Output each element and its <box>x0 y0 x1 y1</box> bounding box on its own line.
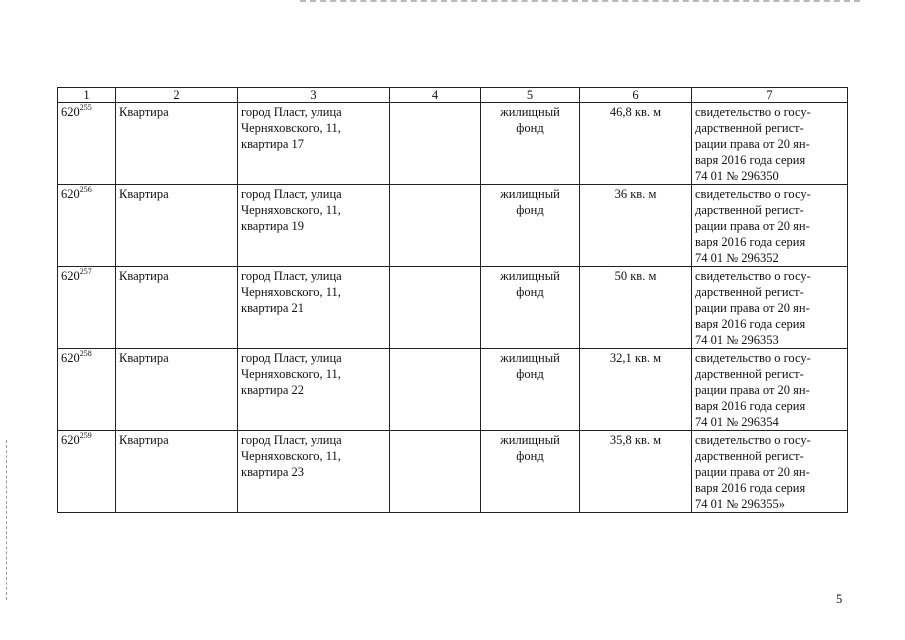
registry-number-base: 620 <box>61 269 80 283</box>
property-fund: жилищный фонд <box>481 267 580 349</box>
registry-number-index: 257 <box>79 267 92 276</box>
property-address: город Пласт, улица Черняховского, 11, квартира 23 <box>238 431 390 513</box>
property-fund: жилищный фонд <box>481 431 580 513</box>
column-header-5: 5 <box>481 88 580 103</box>
column-header-6: 6 <box>580 88 692 103</box>
registry-number-index: 259 <box>79 431 92 440</box>
registration-document: свидетельство о госу- дарственной регист- рации права от 20 ян- варя 2016 года серия 74 01 № 296354 <box>692 349 848 431</box>
property-address: город Пласт, улица Черняховского, 11, квартира 17 <box>238 103 390 185</box>
table-row <box>58 349 848 431</box>
property-area: 32,1 кв. м <box>580 349 692 431</box>
empty-column-4 <box>390 349 481 431</box>
property-type: Квартира <box>116 185 238 267</box>
registry-number-base: 620 <box>61 433 80 447</box>
property-type: Квартира <box>116 349 238 431</box>
property-type: Квартира <box>116 267 238 349</box>
property-fund: жилищный фонд <box>481 349 580 431</box>
registry-number <box>58 185 116 267</box>
property-type: Квартира <box>116 431 238 513</box>
header-row <box>58 88 848 103</box>
column-header-3: 3 <box>238 88 390 103</box>
property-address: город Пласт, улица Черняховского, 11, квартира 19 <box>238 185 390 267</box>
registration-document: свидетельство о госу- дарственной регист- рации права от 20 ян- варя 2016 года серия 74 01 № 296352 <box>692 185 848 267</box>
property-registry-table <box>57 87 848 513</box>
property-fund: жилищный фонд <box>481 103 580 185</box>
property-type: Квартира <box>116 103 238 185</box>
property-address: город Пласт, улица Черняховского, 11, квартира 21 <box>238 267 390 349</box>
property-area: 35,8 кв. м <box>580 431 692 513</box>
registry-number <box>58 267 116 349</box>
property-address: город Пласт, улица Черняховского, 11, квартира 22 <box>238 349 390 431</box>
registration-document: свидетельство о госу- дарственной регист- рации права от 20 ян- варя 2016 года серия 74 01 № 296353 <box>692 267 848 349</box>
column-header-4: 4 <box>390 88 481 103</box>
scan-artifact-left <box>6 440 9 600</box>
property-area: 36 кв. м <box>580 185 692 267</box>
column-header-7: 7 <box>692 88 848 103</box>
empty-column-4 <box>390 267 481 349</box>
table-row <box>58 185 848 267</box>
column-header-1: 1 <box>58 88 116 103</box>
property-area: 46,8 кв. м <box>580 103 692 185</box>
scan-artifact-top <box>300 0 860 5</box>
property-area: 50 кв. м <box>580 267 692 349</box>
table-row <box>58 267 848 349</box>
registry-number <box>58 431 116 513</box>
registry-number-index: 255 <box>79 103 92 112</box>
page-number: 5 <box>836 592 843 606</box>
empty-column-4 <box>390 103 481 185</box>
table-row <box>58 431 848 513</box>
empty-column-4 <box>390 431 481 513</box>
empty-column-4 <box>390 185 481 267</box>
registry-number-base: 620 <box>61 187 80 201</box>
table-row <box>58 103 848 185</box>
registry-number-base: 620 <box>61 351 80 365</box>
registry-number <box>58 349 116 431</box>
registry-number-index: 256 <box>79 185 92 194</box>
column-header-2: 2 <box>116 88 238 103</box>
registration-document: свидетельство о госу- дарственной регист- рации права от 20 ян- варя 2016 года серия 74 01 № 296355» <box>692 431 848 513</box>
registry-number <box>58 103 116 185</box>
registration-document: свидетельство о госу- дарственной регист- рации права от 20 ян- варя 2016 года серия 74 01 № 296350 <box>692 103 848 185</box>
property-fund: жилищный фонд <box>481 185 580 267</box>
registry-number-index: 258 <box>79 349 92 358</box>
registry-number-base: 620 <box>61 105 80 119</box>
